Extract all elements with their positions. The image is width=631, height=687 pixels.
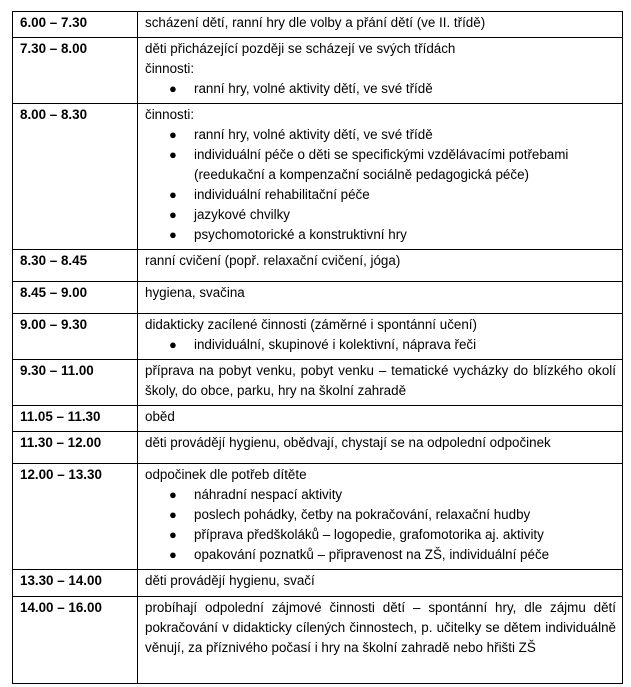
time-cell: 9.30 – 11.00 xyxy=(13,360,138,406)
time-cell: 12.00 – 13.30 xyxy=(13,464,138,570)
list-item xyxy=(166,185,616,205)
table-row xyxy=(13,250,623,282)
list-item xyxy=(166,205,616,225)
activity-list xyxy=(145,335,616,355)
table-row xyxy=(13,406,623,432)
table-row xyxy=(13,12,623,38)
table-row xyxy=(13,314,623,360)
activity-cell xyxy=(138,464,623,570)
activity-list xyxy=(145,485,616,565)
bullet-icon: ● xyxy=(169,487,177,502)
activity-text: děti provádějí hygienu, obědvají, chystají se na odpolední odpočinek xyxy=(145,435,551,450)
schedule-table xyxy=(12,11,623,684)
list-item-text: náhradní nespací aktivity xyxy=(194,487,343,502)
time-cell: 11.30 – 12.00 xyxy=(13,432,138,464)
activity-text: probíhají odpolední zájmové činnosti dětí – spontánní hry, dle zájmu dětí pokračování v didakticky cílených činnostech, p. učitelky se dětem individuálně věnují, za příznivého počasí i hry na školní zahradě nebo hřišti ZŠ xyxy=(145,600,616,655)
activity-cell xyxy=(138,597,623,684)
bullet-icon: ● xyxy=(169,507,177,522)
table-row xyxy=(13,38,623,104)
list-item xyxy=(166,125,616,145)
activity-text: příprava na pobyt venku, pobyt venku – tematické vycházky do blízkého okolí školy, do obce, parku, hry na školní zahradě xyxy=(145,363,616,398)
bullet-icon: ● xyxy=(169,127,177,142)
activity-cell xyxy=(138,250,623,282)
activity-text: hygiena, svačina xyxy=(145,285,245,300)
activity-cell xyxy=(138,38,623,104)
bullet-icon: ● xyxy=(169,337,177,352)
bullet-icon: ● xyxy=(169,207,177,222)
activity-text: scházení dětí, ranní hry dle volby a přání dětí (ve II. třídě) xyxy=(145,15,486,30)
activity-text: oběd xyxy=(145,409,175,424)
activity-text: ranní cvičení (popř. relaxační cvičení, jóga) xyxy=(145,253,401,268)
time-cell: 7.30 – 8.00 xyxy=(13,38,138,104)
activity-cell xyxy=(138,12,623,38)
list-item-text: opakování poznatků – připravenost na ZŠ, individuální péče xyxy=(194,547,550,562)
activity-list xyxy=(145,79,616,99)
activity-text: děti provádějí hygienu, svačí xyxy=(145,573,315,588)
time-cell: 13.30 – 14.00 xyxy=(13,570,138,597)
list-item xyxy=(166,545,616,565)
activity-cell xyxy=(138,314,623,360)
list-item-text: psychomotorické a konstruktivní hry xyxy=(194,227,407,242)
time-cell: 14.00 – 16.00 xyxy=(13,597,138,684)
table-row xyxy=(13,360,623,406)
activity-cell xyxy=(138,406,623,432)
activity-text: odpočinek dle potřeb dítěte xyxy=(145,467,307,482)
activity-cell xyxy=(138,360,623,406)
list-item xyxy=(166,505,616,525)
list-item-text: ranní hry, volné aktivity dětí, ve své třídě xyxy=(194,127,433,142)
list-item-text: individuální rehabilitační péče xyxy=(194,187,370,202)
activity-text: činnosti: xyxy=(145,61,195,76)
list-item-text: jazykové chvilky xyxy=(194,207,290,222)
list-item xyxy=(166,335,616,355)
activity-text: děti přicházející později se scházejí ve svých třídách xyxy=(145,41,456,56)
table-row xyxy=(13,464,623,570)
bullet-icon: ● xyxy=(169,547,177,562)
list-item-text: příprava předškoláků – logopedie, grafomotorika aj. aktivity xyxy=(194,527,544,542)
time-cell: 11.05 – 11.30 xyxy=(13,406,138,432)
bullet-icon: ● xyxy=(169,187,177,202)
list-item-text: individuální péče o děti se specifickými vzdělávacími potřebami (reedukační a kompenzační sociálně pedagogická péče) xyxy=(194,147,569,182)
activity-text: didakticky zacílené činnosti (záměrné i spontánní učení) xyxy=(145,317,477,332)
time-cell: 8.30 – 8.45 xyxy=(13,250,138,282)
bullet-icon: ● xyxy=(169,227,177,242)
activity-cell xyxy=(138,570,623,597)
list-item xyxy=(166,525,616,545)
schedule-body xyxy=(13,12,623,684)
bullet-icon: ● xyxy=(169,527,177,542)
activity-cell xyxy=(138,282,623,314)
list-item-text: ranní hry, volné aktivity dětí, ve své třídě xyxy=(194,81,433,96)
table-row xyxy=(13,597,623,684)
list-item-text: individuální, skupinové i kolektivní, náprava řeči xyxy=(194,337,477,352)
list-item xyxy=(166,225,616,245)
time-cell: 8.00 – 8.30 xyxy=(13,104,138,250)
time-cell: 6.00 – 7.30 xyxy=(13,12,138,38)
activity-text: činnosti: xyxy=(145,107,195,122)
list-item xyxy=(166,79,616,99)
table-row xyxy=(13,104,623,250)
list-item xyxy=(166,485,616,505)
activity-cell xyxy=(138,104,623,250)
table-row xyxy=(13,570,623,597)
list-item xyxy=(166,145,616,185)
time-cell: 8.45 – 9.00 xyxy=(13,282,138,314)
bullet-icon: ● xyxy=(169,81,177,96)
table-row xyxy=(13,432,623,464)
time-cell: 9.00 – 9.30 xyxy=(13,314,138,360)
activity-list xyxy=(145,125,616,245)
bullet-icon: ● xyxy=(169,147,177,162)
activity-cell xyxy=(138,432,623,464)
table-row xyxy=(13,282,623,314)
list-item-text: poslech pohádky, četby na pokračování, relaxační hudby xyxy=(194,507,531,522)
